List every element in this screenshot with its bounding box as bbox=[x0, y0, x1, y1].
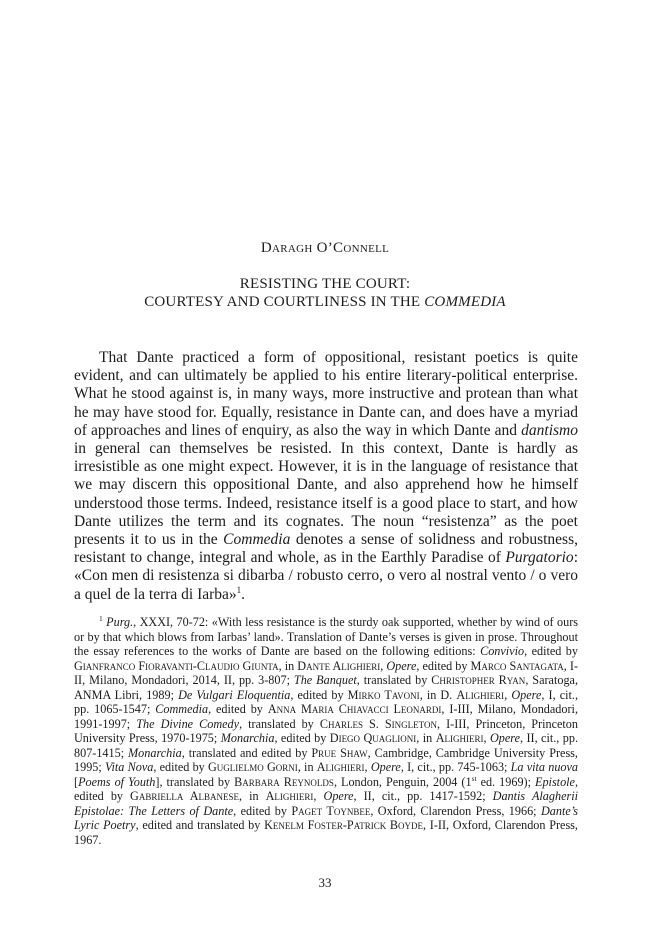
fn-name: Paget Toynbee bbox=[291, 803, 371, 818]
body-text-b: in general can themselves be resisted. In this context, Dante is hardly as irresistible as one might expect. However, it is in the language of resistance that we may discern this oppositional Dante, and also apprehend how he himself understood those terms. Indeed, resistance itself is a good place to start, and how Dante utilizes the term and its cognates. The noun “resistenza” as the poet presents it to us in the bbox=[74, 440, 578, 549]
fn-text: , edited by bbox=[290, 687, 348, 702]
fn-italic: Dante’s Lyric Poetry bbox=[74, 803, 578, 832]
fn-text: , edited and translated by bbox=[135, 818, 265, 832]
body-text-c: denotes a sense of solidness and robustness, resistant to change, integral and whole, as in the Earthly Paradise of bbox=[74, 531, 578, 567]
fn-text: , edited by bbox=[524, 644, 578, 658]
fn-text: , edited by bbox=[74, 774, 579, 803]
fn-italic: Vita Nova bbox=[104, 760, 154, 774]
fn-text: , II, cit., pp. 807-1415; bbox=[74, 731, 578, 760]
fn-name: Barbara Reynolds bbox=[234, 774, 334, 789]
fn-text: , in D. bbox=[419, 687, 457, 702]
title-line-2-text: COURTESY AND COURTLINESS IN THE bbox=[144, 294, 425, 310]
fn-italic: Commedia bbox=[155, 702, 209, 716]
fn-text: ], translated by bbox=[155, 774, 235, 789]
fn-text: , Cambridge, Cambridge University Press, 1995; bbox=[74, 745, 578, 774]
fn-text: , Oxford, Clarendon Press, 1966; bbox=[370, 803, 541, 818]
fn-text: , in bbox=[239, 789, 266, 803]
fn-italic: Opere bbox=[370, 760, 401, 774]
fn-text: , Saratoga, ANMA Libri, 1989; bbox=[74, 673, 578, 702]
fn-text: , edited by bbox=[416, 658, 471, 673]
body-italic-dantismo: dantismo bbox=[521, 421, 578, 439]
fn-italic: Poems of Youth bbox=[78, 774, 156, 789]
footnote-reference: 1 bbox=[236, 584, 242, 595]
fn-text: , II, cit., pp. 1417-1592; bbox=[353, 789, 493, 803]
page-number: 33 bbox=[318, 875, 332, 890]
fn-name: Gabriella Albanese bbox=[130, 789, 240, 803]
fn-text: , bbox=[483, 731, 490, 745]
fn-text: ed. 1969); bbox=[476, 774, 536, 789]
fn-superscript: st bbox=[471, 773, 477, 783]
fn-text: , bbox=[313, 789, 324, 803]
fn-text: , edited by bbox=[274, 731, 330, 745]
fn-name: Alighieri bbox=[316, 760, 365, 774]
fn-name: Dante Alighieri bbox=[297, 658, 381, 673]
fn-text: , edited by bbox=[208, 702, 268, 716]
fn-text: , edited by bbox=[153, 760, 208, 774]
fn-text: , I-III, Princeton, Princeton University Press, 1970-1975; bbox=[74, 716, 578, 745]
fn-text: , in bbox=[278, 658, 298, 673]
fn-italic: De Vulgari Eloquentia bbox=[178, 687, 291, 702]
fn-name: Alighieri bbox=[435, 731, 484, 745]
fn-text: , London, Penguin, 2004 (1 bbox=[333, 774, 472, 789]
fn-italic: Purg. bbox=[106, 615, 134, 629]
fn-text: , I-II, Oxford, Clarendon Press, 1967. bbox=[74, 818, 578, 847]
fn-name: Prue Shaw bbox=[311, 745, 368, 760]
fn-italic: The Divine Comedy bbox=[136, 716, 240, 731]
fn-text: , I, cit., pp. 745-1063; bbox=[400, 760, 511, 774]
footnote-marker: 1 bbox=[99, 613, 103, 623]
fn-name: Mirko Tavoni bbox=[347, 687, 420, 702]
fn-italic: Opere bbox=[511, 687, 542, 702]
author-name: Daragh O’Connell bbox=[260, 240, 390, 256]
fn-name: Alighieri bbox=[456, 687, 505, 702]
fn-text: , translated and edited by bbox=[181, 745, 312, 760]
fn-name: Anna Maria Chiavacci Leonardi bbox=[267, 702, 442, 716]
fn-text: [ bbox=[74, 774, 79, 789]
body-text-d: : «Con men di resistenza si dibarba / robusto cerro, o vero al nostral vento / o vero a quel de la terra di Iarba» bbox=[74, 549, 578, 603]
fn-text: , I-II, Milano, Mondadori, 2014, II, pp. 3-807; bbox=[74, 658, 578, 687]
fn-name: Gianfranco Fioravanti-Claudio Giunta bbox=[74, 658, 279, 673]
fn-text: , XXXI, 70-72: «With less resistance is the sturdy oak supported, whether by wind of ours or by that which blows from Iarbas’ land». Translation of Dante’s verses is given in prose. Throughout the essay references to the works of Dante are based on the following editions: bbox=[74, 615, 578, 658]
fn-name: Alighieri bbox=[265, 789, 314, 803]
title-line-2 bbox=[0, 293, 650, 311]
fn-text: , in bbox=[297, 760, 317, 774]
chapter-title bbox=[0, 275, 650, 311]
fn-italic: Convivio bbox=[480, 644, 525, 658]
fn-italic: Dantis Alagherii Epistolae: The Letters of Dante bbox=[74, 789, 578, 818]
fn-italic: Opere bbox=[489, 731, 520, 745]
body-italic-commedia: Commedia bbox=[223, 531, 291, 549]
fn-italic: Epistole bbox=[535, 774, 575, 789]
body-paragraph bbox=[74, 349, 578, 604]
fn-text: , translated by bbox=[239, 716, 320, 731]
fn-name: Guglielmo Gorni bbox=[207, 760, 298, 774]
body-text-e: . bbox=[241, 585, 246, 603]
fn-text: , bbox=[364, 760, 371, 774]
fn-text: , bbox=[504, 687, 512, 702]
fn-text: , I, cit., pp. 1065-1547; bbox=[74, 687, 579, 716]
fn-text: , bbox=[380, 658, 387, 673]
fn-italic: The Banquet bbox=[293, 673, 357, 687]
fn-text: , translated by bbox=[356, 673, 432, 687]
fn-name: Charles S. Singleton bbox=[319, 716, 437, 731]
fn-name: Marco Santagata bbox=[470, 658, 564, 673]
fn-name: Christopher Ryan bbox=[431, 673, 526, 687]
fn-name: Kenelm Foster-Patrick Boyde bbox=[264, 818, 424, 832]
body-italic-purgatorio: Purgatorio bbox=[505, 549, 574, 567]
fn-italic: Monarchia bbox=[220, 731, 275, 745]
title-italic: COMMEDIA bbox=[424, 294, 506, 310]
title-line-1: RESISTING THE COURT: bbox=[239, 276, 411, 292]
footnote bbox=[74, 615, 578, 847]
fn-italic: Opere bbox=[386, 658, 417, 673]
fn-italic: Opere bbox=[323, 789, 354, 803]
body-text-a: That Dante practiced a form of oppositional, resistant poetics is quite evident, and can ultimately be applied to his entire literary-political enterprise. What he stood against is, in many ways, more instructive and protean than what he may have stood for. Equally, resistance in Dante can, and does have a myriad of approaches and lines of enquiry, as also the way in which Dante and bbox=[74, 349, 578, 439]
fn-italic: La vita nuova bbox=[510, 760, 579, 774]
fn-text: , I-III, Milano, Mondadori, 1991-1997; bbox=[74, 702, 578, 731]
fn-name: Diego Quaglioni bbox=[329, 731, 417, 745]
fn-italic: Monarchia bbox=[128, 745, 182, 760]
fn-text: , edited by bbox=[233, 803, 292, 818]
fn-text: , in bbox=[416, 731, 436, 745]
